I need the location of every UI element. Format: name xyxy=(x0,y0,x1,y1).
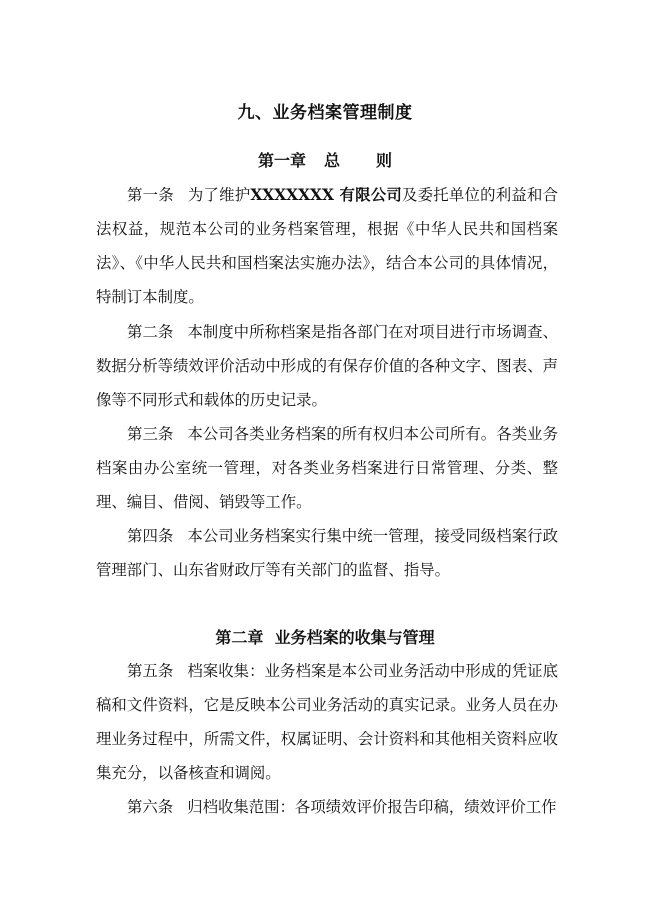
chapter-1-number: 第一章 xyxy=(257,151,306,170)
article-1-text-before: 为了维护 xyxy=(187,186,251,204)
chapter-1-title-char-1: 总 xyxy=(323,151,340,170)
article-4 xyxy=(96,519,558,587)
article-5-text: 档案收集：业务档案是本公司业务活动中形成的凭证底稿和文件资料，它是反映本公司业务活动的真实记录。业务人员在办理业务过程中，所需文件，权属证明、会计资料和其他相关资料应收集充分，以备核查和调阅。 xyxy=(96,662,558,782)
article-3-text: 本公司各类业务档案的所有权归本公司所有。各类业务档案由办公室统一管理，对各类业务档案进行日常管理、分类、整理、编目、借阅、销毁等工作。 xyxy=(96,425,558,511)
chapter-1-title xyxy=(0,148,650,171)
article-2 xyxy=(96,315,558,417)
article-3-number: 第三条 xyxy=(127,425,174,443)
article-1-number: 第一条 xyxy=(127,186,174,204)
document-title: 九、业务档案管理制度 xyxy=(237,103,413,123)
article-2-number: 第二条 xyxy=(127,323,174,341)
article-1-company: XXXXXXX 有限公司 xyxy=(250,186,402,204)
article-5-number: 第五条 xyxy=(127,662,174,680)
article-3 xyxy=(96,417,558,519)
article-6-text: 归档收集范围：各项绩效评价报告印稿，绩效评价工作 xyxy=(187,798,557,816)
article-1-text-after: 及委托单位的利益和合法权益，规范本公司的业务档案管理，根据《中华人民共和国档案法》、《中华人民共和国档案法实施办法》，结合本公司的具体情况，特制订本制度。 xyxy=(96,186,558,306)
article-4-text: 本公司业务档案实行集中统一管理，接受同级档案行政管理部门、山东省财政厅等有关部门的监督、指导。 xyxy=(96,527,558,579)
article-4-number: 第四条 xyxy=(127,527,174,545)
chapter-2-title: 第二章 业务档案的收集与管理 xyxy=(215,628,435,647)
article-6 xyxy=(96,790,558,824)
article-5 xyxy=(96,654,558,790)
article-1 xyxy=(96,178,558,314)
chapter-1-title-char-2: 则 xyxy=(376,151,393,170)
article-6-number: 第六条 xyxy=(127,798,174,816)
article-2-text: 本制度中所称档案是指各部门在对项目进行市场调查、数据分析等绩效评价活动中形成的有保存价值的各种文字、图表、声像等不同形式和载体的历史记录。 xyxy=(96,323,558,409)
